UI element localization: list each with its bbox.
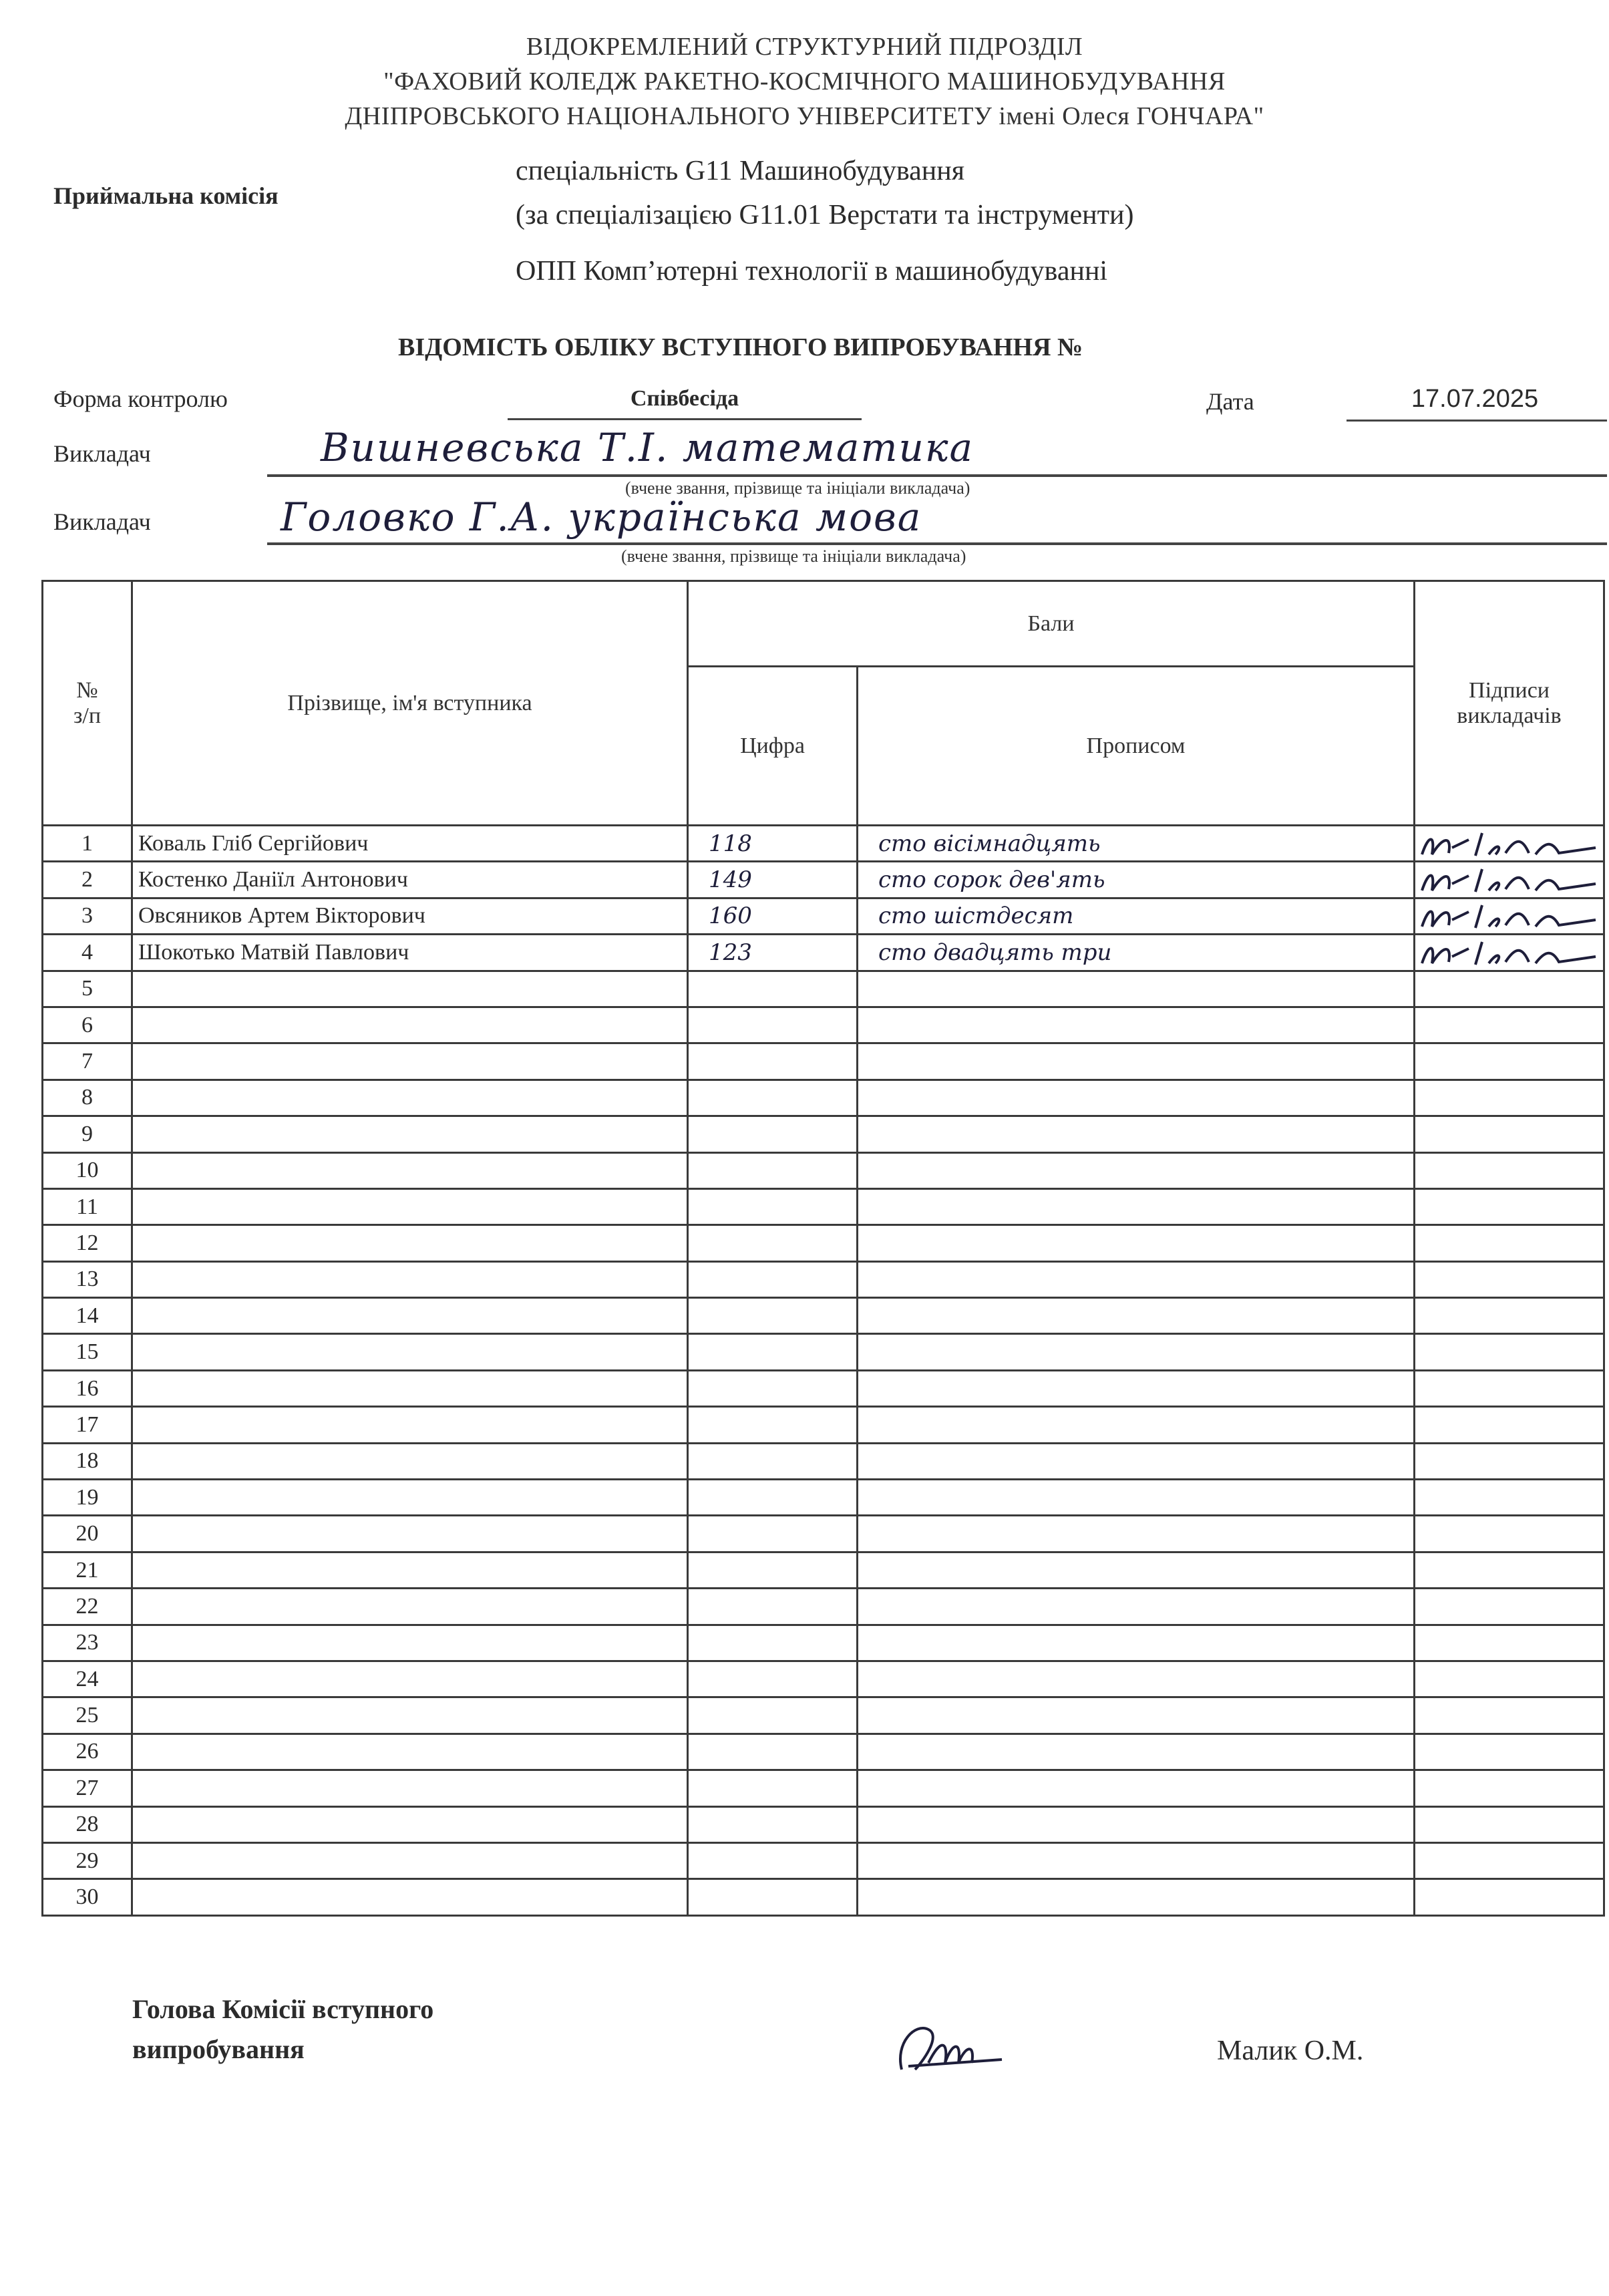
row-score-digits: 123 (688, 935, 858, 971)
row-score-digits (688, 1407, 858, 1443)
row-applicant-name (132, 971, 688, 1007)
row-score-words (858, 1298, 1415, 1334)
row-applicant-name: Овсяников Артем Вікторович (132, 898, 688, 934)
row-score-words (858, 1334, 1415, 1370)
row-score-digits (688, 1080, 858, 1116)
row-score-words (858, 1152, 1415, 1188)
row-number: 16 (43, 1370, 132, 1406)
row-score-digits (688, 1734, 858, 1770)
row-teacher-signatures (1415, 1225, 1604, 1261)
row-number: 26 (43, 1734, 132, 1770)
row-number: 6 (43, 1007, 132, 1043)
row-score-words: сто вісімнадцять (858, 826, 1415, 862)
institution-line-1: ВІДОКРЕМЛЕНИЙ СТРУКТУРНИЙ ПІДРОЗДІЛ (526, 33, 1083, 61)
row-applicant-name (132, 1188, 688, 1224)
table-row (43, 1225, 1604, 1261)
row-teacher-signatures (1415, 1334, 1604, 1370)
teacher-underline-2 (267, 542, 1607, 545)
chair-name: Малик О.М. (1217, 2035, 1364, 2066)
row-teacher-signatures (1415, 1188, 1604, 1224)
row-number: 23 (43, 1625, 132, 1661)
teacher-caption-1: (вчене звання, прізвище та ініціали викладача) (625, 478, 970, 498)
row-number: 14 (43, 1298, 132, 1334)
document-title: ВІДОМІСТЬ ОБЛІКУ ВСТУПНОГО ВИПРОБУВАННЯ № (398, 333, 1083, 361)
row-applicant-name (132, 1261, 688, 1297)
row-teacher-signatures (1415, 1806, 1604, 1842)
program-name: ОПП Комп’ютерні технології в машинобудуванні (516, 256, 1108, 287)
teacher-value-2: Головко Г.А. українська мова (281, 494, 922, 540)
specialty-line-1: спеціальність G11 Машинобудування (516, 156, 965, 186)
col-digit-header: Цифра (688, 667, 858, 826)
table-row (43, 1842, 1604, 1878)
row-score-words (858, 1697, 1415, 1734)
row-number: 3 (43, 898, 132, 934)
table-row (43, 1298, 1604, 1334)
row-applicant-name (132, 1480, 688, 1516)
row-score-words (858, 1625, 1415, 1661)
col-number-line-1: № (76, 677, 98, 703)
teacher-signature (1415, 900, 1602, 932)
row-score-words (858, 1806, 1415, 1842)
row-teacher-signatures (1415, 862, 1604, 898)
row-score-words (858, 1770, 1415, 1806)
row-applicant-name: Шокотько Матвій Павлович (132, 935, 688, 971)
chair-signature (888, 2016, 1009, 2083)
row-teacher-signatures (1415, 1842, 1604, 1878)
row-number: 20 (43, 1516, 132, 1552)
table-row (43, 898, 1604, 934)
row-score-digits (688, 1152, 858, 1188)
row-applicant-name (132, 1080, 688, 1116)
row-applicant-name (132, 1116, 688, 1152)
table-row (43, 1261, 1604, 1297)
teacher-value-1: Вишневська Т.І. математика (321, 425, 974, 470)
table-row (43, 1480, 1604, 1516)
institution-line-2: "ФАХОВИЙ КОЛЕДЖ РАКЕТНО-КОСМІЧНОГО МАШИНОБУДУВАННЯ (383, 67, 1226, 96)
row-number: 29 (43, 1842, 132, 1878)
col-scores-header: Бали (688, 581, 1415, 667)
table-row (43, 862, 1604, 898)
row-applicant-name (132, 1625, 688, 1661)
row-score-digits (688, 1188, 858, 1224)
row-score-words (858, 1480, 1415, 1516)
row-applicant-name (132, 1734, 688, 1770)
row-number: 24 (43, 1661, 132, 1697)
row-teacher-signatures (1415, 1298, 1604, 1334)
row-score-words (858, 1552, 1415, 1588)
row-teacher-signatures (1415, 1261, 1604, 1297)
date-label: Дата (1206, 388, 1254, 415)
row-score-digits: 149 (688, 862, 858, 898)
teacher-underline-1 (267, 474, 1607, 477)
table-row (43, 971, 1604, 1007)
row-teacher-signatures (1415, 1516, 1604, 1552)
row-applicant-name (132, 1225, 688, 1261)
row-score-words (858, 1589, 1415, 1625)
col-words-header: Прописом (858, 667, 1415, 826)
row-number: 17 (43, 1407, 132, 1443)
col-number-header (43, 581, 132, 826)
row-score-digits (688, 1480, 858, 1516)
row-score-digits (688, 1334, 858, 1370)
form-underline (508, 418, 862, 420)
table-row (43, 1734, 1604, 1770)
row-teacher-signatures (1415, 1552, 1604, 1588)
row-number: 8 (43, 1080, 132, 1116)
row-score-digits (688, 1007, 858, 1043)
row-teacher-signatures (1415, 935, 1604, 971)
row-score-words (858, 1116, 1415, 1152)
row-score-words: сто сорок дев'ять (858, 862, 1415, 898)
row-applicant-name (132, 1407, 688, 1443)
table-row (43, 1007, 1604, 1043)
table-row (43, 1152, 1604, 1188)
row-teacher-signatures (1415, 826, 1604, 862)
row-applicant-name (132, 1370, 688, 1406)
table-row (43, 1589, 1604, 1625)
row-number: 21 (43, 1552, 132, 1588)
row-teacher-signatures (1415, 1043, 1604, 1080)
row-teacher-signatures (1415, 1625, 1604, 1661)
row-score-digits (688, 1697, 858, 1734)
row-applicant-name (132, 1152, 688, 1188)
row-score-words (858, 1443, 1415, 1479)
date-underline (1347, 420, 1607, 422)
row-score-words (858, 1225, 1415, 1261)
row-score-words (858, 1734, 1415, 1770)
teacher-signature (1415, 937, 1602, 969)
row-applicant-name (132, 1770, 688, 1806)
row-teacher-signatures (1415, 1407, 1604, 1443)
exam-results-table (41, 580, 1605, 1917)
row-applicant-name: Костенко Даніїл Антонович (132, 862, 688, 898)
table-row (43, 1043, 1604, 1080)
col-signatures-line-2: викладачів (1457, 703, 1562, 728)
row-applicant-name: Коваль Гліб Сергійович (132, 826, 688, 862)
row-number: 18 (43, 1443, 132, 1479)
row-score-words (858, 1879, 1415, 1915)
row-number: 5 (43, 971, 132, 1007)
admissions-committee: Приймальна комісія (53, 182, 279, 209)
row-score-words: сто шістдесят (858, 898, 1415, 934)
row-applicant-name (132, 1043, 688, 1080)
row-applicant-name (132, 1007, 688, 1043)
row-number: 22 (43, 1589, 132, 1625)
row-number: 15 (43, 1334, 132, 1370)
table-row (43, 1334, 1604, 1370)
row-teacher-signatures (1415, 1661, 1604, 1697)
col-signatures-header (1415, 581, 1604, 826)
row-score-digits (688, 1043, 858, 1080)
row-applicant-name (132, 1879, 688, 1915)
teacher-signature (1415, 828, 1602, 860)
row-number: 13 (43, 1261, 132, 1297)
row-applicant-name (132, 1661, 688, 1697)
row-score-digits (688, 1298, 858, 1334)
row-score-words: сто двадцять три (858, 935, 1415, 971)
row-score-words (858, 1370, 1415, 1406)
row-teacher-signatures (1415, 1770, 1604, 1806)
col-signatures-line-1: Підписи (1469, 677, 1550, 703)
row-teacher-signatures (1415, 971, 1604, 1007)
row-score-digits (688, 1225, 858, 1261)
col-number-line-2: з/п (73, 703, 102, 728)
row-number: 2 (43, 862, 132, 898)
row-teacher-signatures (1415, 1007, 1604, 1043)
row-score-words (858, 971, 1415, 1007)
row-teacher-signatures (1415, 1152, 1604, 1188)
row-score-words (858, 1007, 1415, 1043)
row-score-digits (688, 1842, 858, 1878)
row-score-words (858, 1516, 1415, 1552)
form-label: Форма контролю (53, 385, 228, 412)
table-row (43, 1625, 1604, 1661)
table-row (43, 1697, 1604, 1734)
table-row (43, 1516, 1604, 1552)
table-row (43, 1188, 1604, 1224)
row-score-digits (688, 1770, 858, 1806)
row-number: 25 (43, 1697, 132, 1734)
table-row (43, 1806, 1604, 1842)
chair-role-line-2: випробування (132, 2034, 305, 2064)
teacher-caption-2: (вчене звання, прізвище та ініціали викладача) (621, 546, 966, 566)
row-score-digits (688, 1516, 858, 1552)
row-score-digits (688, 1625, 858, 1661)
row-applicant-name (132, 1516, 688, 1552)
row-applicant-name (132, 1697, 688, 1734)
row-number: 9 (43, 1116, 132, 1152)
table-row (43, 1080, 1604, 1116)
row-score-digits (688, 971, 858, 1007)
row-applicant-name (132, 1443, 688, 1479)
table-row (43, 826, 1604, 862)
row-number: 4 (43, 935, 132, 971)
table-row (43, 1661, 1604, 1697)
row-number: 1 (43, 826, 132, 862)
row-score-words (858, 1842, 1415, 1878)
row-score-digits (688, 1116, 858, 1152)
row-score-words (858, 1661, 1415, 1697)
table-row (43, 1116, 1604, 1152)
table-row (43, 1770, 1604, 1806)
row-number: 7 (43, 1043, 132, 1080)
row-number: 10 (43, 1152, 132, 1188)
row-number: 30 (43, 1879, 132, 1915)
row-score-words (858, 1188, 1415, 1224)
row-score-digits (688, 1261, 858, 1297)
row-teacher-signatures (1415, 1589, 1604, 1625)
teacher-signature (1415, 864, 1602, 896)
row-score-digits (688, 1806, 858, 1842)
row-score-digits (688, 1443, 858, 1479)
row-score-digits: 118 (688, 826, 858, 862)
row-score-words (858, 1080, 1415, 1116)
row-score-digits (688, 1661, 858, 1697)
row-applicant-name (132, 1589, 688, 1625)
table-row (43, 1407, 1604, 1443)
row-applicant-name (132, 1334, 688, 1370)
specialty-line-2: (за спеціалізацією G11.01 Верстати та інструменти) (516, 200, 1134, 230)
table-row (43, 935, 1604, 971)
row-teacher-signatures (1415, 1443, 1604, 1479)
row-score-words (858, 1043, 1415, 1080)
row-score-digits: 160 (688, 898, 858, 934)
teacher-label-2: Викладач (53, 508, 151, 535)
row-applicant-name (132, 1806, 688, 1842)
row-score-words (858, 1407, 1415, 1443)
teacher-label-1: Викладач (53, 440, 151, 467)
institution-line-3: ДНІПРОВСЬКОГО НАЦІОНАЛЬНОГО УНІВЕРСИТЕТУ імені Олеся ГОНЧАРА" (345, 102, 1264, 130)
row-teacher-signatures (1415, 1879, 1604, 1915)
row-applicant-name (132, 1842, 688, 1878)
form-value: Співбесіда (630, 386, 739, 411)
table-row (43, 1443, 1604, 1479)
row-score-digits (688, 1552, 858, 1588)
table-row (43, 1552, 1604, 1588)
row-applicant-name (132, 1552, 688, 1588)
table-row (43, 1879, 1604, 1915)
table-row (43, 1370, 1604, 1406)
date-value: 17.07.2025 (1411, 385, 1539, 413)
row-number: 19 (43, 1480, 132, 1516)
row-number: 11 (43, 1188, 132, 1224)
row-teacher-signatures (1415, 1080, 1604, 1116)
row-number: 28 (43, 1806, 132, 1842)
row-teacher-signatures (1415, 1480, 1604, 1516)
row-number: 27 (43, 1770, 132, 1806)
row-applicant-name (132, 1298, 688, 1334)
row-teacher-signatures (1415, 898, 1604, 934)
row-score-words (858, 1261, 1415, 1297)
row-teacher-signatures (1415, 1734, 1604, 1770)
row-teacher-signatures (1415, 1370, 1604, 1406)
chair-role-line-1: Голова Комісії вступного (132, 1994, 434, 2024)
row-score-digits (688, 1589, 858, 1625)
row-number: 12 (43, 1225, 132, 1261)
col-name-header: Прізвище, ім'я вступника (132, 581, 688, 826)
row-teacher-signatures (1415, 1116, 1604, 1152)
row-teacher-signatures (1415, 1697, 1604, 1734)
row-score-digits (688, 1879, 858, 1915)
row-score-digits (688, 1370, 858, 1406)
